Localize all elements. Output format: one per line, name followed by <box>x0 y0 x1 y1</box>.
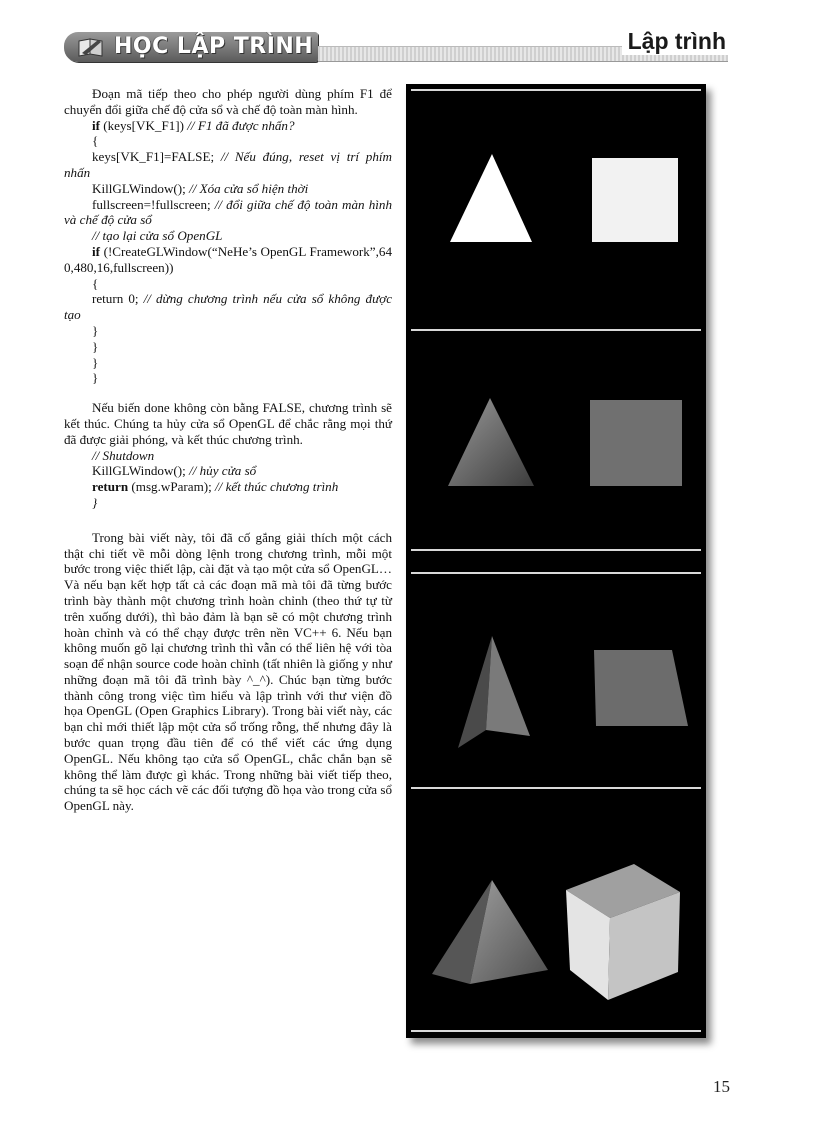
figure-strip <box>406 84 706 1038</box>
code-line <box>64 181 392 197</box>
code-comment: // Nếu đúng, reset vị trí phím nhấn <box>64 149 392 180</box>
code-text: KillGLWindow(); <box>92 180 190 196</box>
pyramid-right-face <box>470 880 548 984</box>
shaded-square-shape <box>590 400 682 486</box>
figure-separator <box>411 787 701 789</box>
code-keyword: return <box>92 479 129 495</box>
book-pencil-icon <box>78 37 104 57</box>
code-line <box>64 228 392 244</box>
code-text: (!CreateGLWindow(“NeHe’s OpenGL Framework”,640,480,16,fullscreen)) <box>64 243 392 275</box>
figure-panel-2 <box>406 336 706 548</box>
code-comment: // Shutdown <box>92 447 155 463</box>
spacer <box>64 511 392 530</box>
code-line: } <box>92 494 98 510</box>
figure-separator <box>411 1030 701 1032</box>
pyramid-left-face <box>458 636 492 748</box>
shutdown-paragraph: Nếu biến done không còn bằng FALSE, chương trình sẽ kết thúc. Chúng ta hủy cửa sổ OpenGL để chắc rằng mọi thứ đã được giải phóng, và kết thúc chương trình. <box>64 400 392 447</box>
code-comment: // kết thúc chương trình <box>215 479 339 495</box>
code-text: keys[VK_F1]=FALSE; <box>92 149 221 165</box>
figure-separator <box>411 89 701 91</box>
article-text-column <box>64 86 392 814</box>
section-name: Lập trình <box>622 28 728 55</box>
code-comment: // Xóa cửa sổ hiện thời <box>189 180 309 196</box>
figure-separator <box>411 549 701 551</box>
figure-render <box>406 96 706 328</box>
spacer <box>64 386 392 400</box>
code-text: fullscreen=!fullscreen; <box>92 196 215 212</box>
code-line <box>64 479 392 495</box>
code-keyword: if <box>92 117 100 133</box>
code-line <box>64 463 392 479</box>
figure-render <box>406 336 706 548</box>
code-line <box>64 291 392 323</box>
code-comment: // hủy cửa sổ <box>189 463 257 479</box>
page-number: 15 <box>713 1077 730 1096</box>
conclusion-paragraph: Trong bài viết này, tôi đã cố gắng giải thích một cách thật chi tiết về mỗi dòng lệnh trong chương trình, mỗi một bước trong việc thiết lập, cài đặt và tạo một cửa sổ OpenGL… Và nếu bạn kết hợp tất cả các đoạn mã mà tôi đã từng bước trình bày thành một chương trình hoàn chỉnh (theo thứ tự từ trên xuống dưới), thì bảo đảm là bạn sẽ có một chương trình hoàn chỉnh và có thể chạy được trên nền VC++ 6. Nếu bạn không muốn gõ lại chương trình thì vẫn có thể liên hệ với tòa soạn để nhận source code hoàn chỉnh (tất nhiên là giống y như những đoạn mã tôi đã trình bày ^_^). Chúc bạn từng bước thành công trong việc tìm hiểu và lập trình với thư viện đồ họa OpenGL (Open Graphics Library). Trong bài viết này, các bạn chỉ mới thiết lập một cửa sổ trống rỗng, thế nhưng đây là bước quan trọng đầu tiên để có thể viết các ứng dụng OpenGL. Nếu không tạo cửa sổ OpenGL, chắc chắn bạn sẽ không thể làm được gì khác. Trong những bài viết tiếp theo, chúng ta sẽ học cách vẽ các đối tượng đồ họa vào trong cửa sổ OpenGL này. <box>64 529 392 814</box>
figure-panel-3 <box>406 576 706 786</box>
code-comment: // F1 đã được nhấn? <box>187 117 295 133</box>
code-line <box>64 118 392 134</box>
code-comment: // tạo lại cửa sổ OpenGL <box>92 228 223 244</box>
header-title-tab <box>64 32 318 62</box>
code-line: } <box>92 354 99 370</box>
code-line <box>64 244 392 276</box>
code-text: KillGLWindow(); <box>92 463 190 479</box>
figure-panel-1 <box>406 96 706 328</box>
figure-render <box>406 576 706 786</box>
pyramid-right-face <box>486 636 530 736</box>
white-triangle-shape <box>450 154 532 242</box>
rotated-quad-shape <box>594 650 688 726</box>
intro-paragraph: Đoạn mã tiếp theo cho phép người dùng phím F1 để chuyển đổi giữa chế độ cửa sổ và chế độ toàn màn hình. <box>64 86 392 117</box>
code-line: { <box>92 275 99 291</box>
code-comment: // dừng chương trình nếu cửa sổ không được tạo <box>64 291 393 323</box>
code-keyword: if <box>92 243 100 259</box>
code-text: (msg.wParam); <box>128 479 216 495</box>
page-header <box>60 30 732 68</box>
code-line <box>64 149 392 181</box>
shaded-triangle-shape <box>448 398 534 486</box>
code-line: } <box>92 338 99 354</box>
code-comment: // đổi giữa chế độ toàn màn hình và chế độ cửa sổ <box>64 196 392 228</box>
code-text: return 0; <box>92 291 144 307</box>
header-title: HỌC LẬP TRÌNH <box>114 34 314 59</box>
figure-separator <box>411 329 701 331</box>
code-line: { <box>92 133 99 149</box>
code-line <box>64 197 392 229</box>
figure-separator <box>411 572 701 574</box>
white-square-shape <box>592 158 678 242</box>
figure-render <box>406 794 706 1030</box>
code-line: } <box>92 370 99 386</box>
code-line: } <box>92 322 99 338</box>
figure-panel-4 <box>406 794 706 1030</box>
code-line <box>64 448 392 464</box>
code-text: (keys[VK_F1]) <box>100 117 188 133</box>
